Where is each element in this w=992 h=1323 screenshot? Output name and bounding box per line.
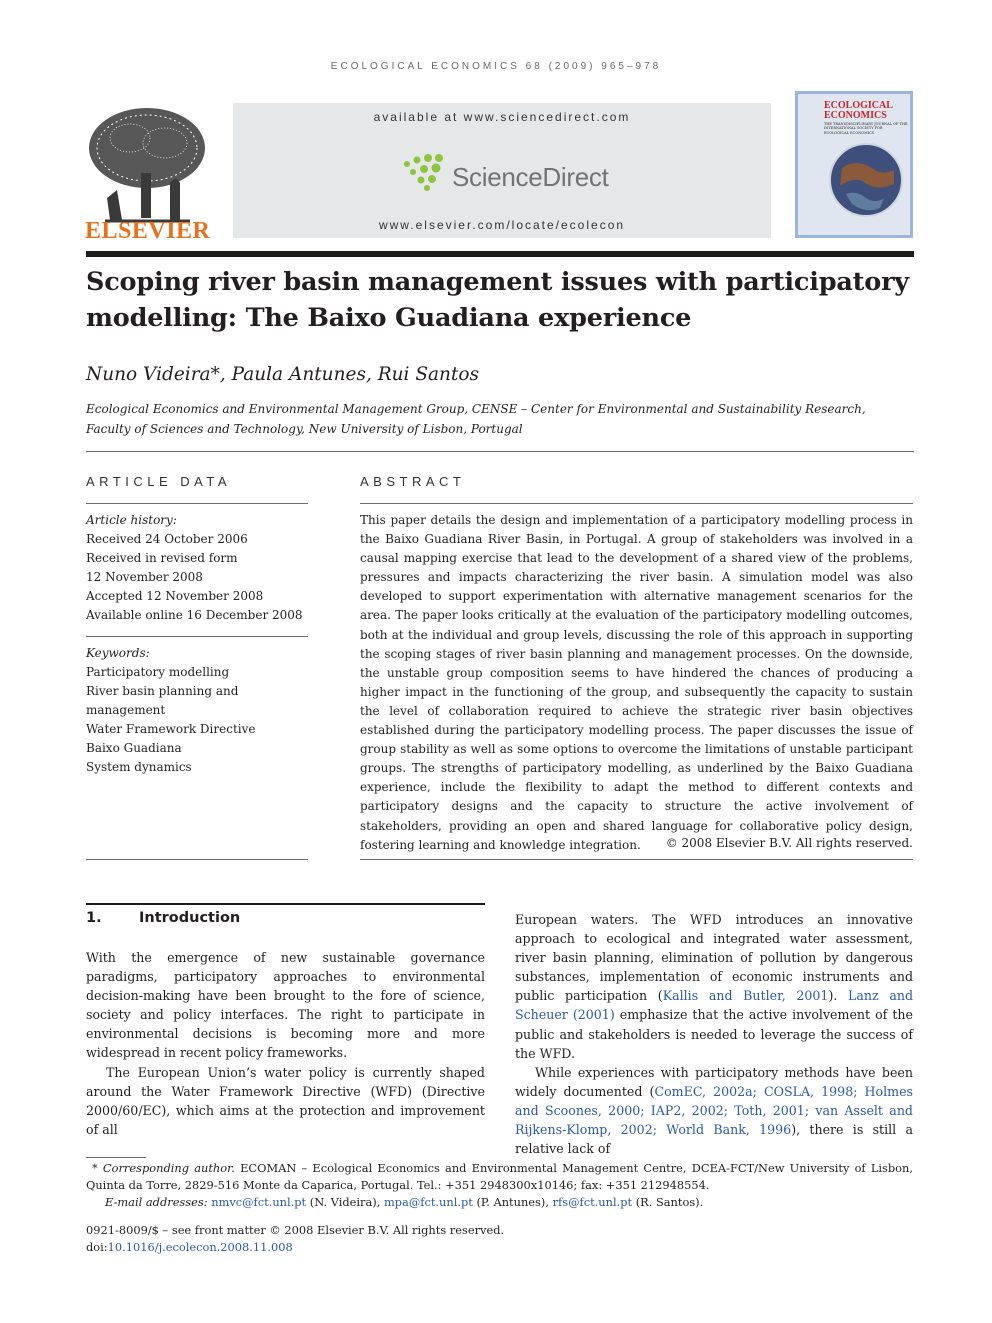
intro-left-column [86,948,485,1139]
divider [86,451,914,452]
cover-journal-title: ECOLOGICAL ECONOMICS [824,100,893,121]
issn-line: 0921-8009/$ – see front matter © 2008 Elsevier B.V. All rights reserved. [86,1223,505,1237]
paragraph: With the emergence of new sustainable governance paradigms, participatory approaches to environmental decision-making have been brought to the fore of science, society and policy interfaces. The right to participate in environmental decisions is becoming more and more widespread in recent policy frameworks. [86,950,485,1061]
elsevier-wordmark: ELSEVIER [85,218,211,244]
section-heading: Introduction [139,910,241,926]
intro-right-column [515,910,913,1158]
citation-link[interactable]: Lanz and Scheuer (2001) [515,988,914,1023]
abstract-heading: ABSTRACT [360,474,466,489]
citation-link[interactable]: Kallis and Butler, 2001 [662,988,829,1004]
divider [360,859,913,860]
header-rule [86,251,914,257]
paragraph: While experiences with participatory methods have been widely documented (ComEC, 2002a; COSLA, 1998; Holmes and Scoones, 2000; IAP2, 2002; Toth, 2001; van Asselt and Rijkens-Klomp, 2002; World Bank, 1996), there is still a relative lack of [515,1064,914,1157]
abstract-copyright: © 2008 Elsevier B.V. All rights reserved. [665,836,913,850]
citation-link[interactable]: ComEC, 2002a; COSLA, 1998; Holmes and Scoones, 2000; IAP2, 2002; Toth, 2001; van Asselt and Rijkens-Klomp, 2002; World Bank, 1996 [515,1083,913,1138]
email-link[interactable]: rfs@fct.unl.pt [552,1195,633,1209]
sciencedirect-dots-icon [399,152,451,192]
abstract-text: This paper details the design and implementation of a participatory modelling process in the Baixo Guadiana River Basin, in Portugal. A group of stakeholders was involved in a causal mapping exercise that lead to the development of a shared view of the problems, pressures and impacts characterizing the river basin. A simulation model was also developed to support experimentation with alternative management scenarios for the area. The paper looks critically at the evaluation of the participatory modelling outcomes, both at the individual and group levels, discussing the role of this approach in supporting the scoping stages of river basin planning and management processes. On the downside, the unstable group composition seems to have hindered the chances of producing a higher impact in the functioning of the group, and subsequently the capacity to sustain the level of collaboration required to achieve the strategic river basin objectives established during the participatory modelling process. The paper discusses the issue of group stability as well as some options to overcome the limitations of unstable participant groups. The strengths of participatory modelling, as underlined by the Baixo Guadiana experience, include the flexibility to adapt the method to different contexts and participatory designs and the capacity to structure the active involvement of stakeholders, providing an open and shared language for collaborative policy design, fostering learning and knowledge integration. [360,513,913,852]
sciencedirect-available-text[interactable]: available at www.sciencedirect.com [373,110,631,124]
corresponding-author-note: * Corresponding author. ECOMAN – Ecological Economics and Environmental Management Centre, DCEA-FCT/New University of Lisbon, Quinta da Torre, 2829-516 Monte da Caparica, Portugal. Tel.: +351 2948300x10146; fax: +351 212948554. [86,1161,913,1192]
doi-link[interactable]: 10.1016/j.ecolecon.2008.11.008 [107,1240,293,1254]
email-addresses: E-mail addresses: nmvc@fct.unl.pt (N. Videira), mpa@fct.unl.pt (P. Antunes), rfs@fct.unl.pt (R. Santos). [105,1195,704,1209]
affiliation: Ecological Economics and Environmental Management Group, CENSE – Center for Environmental and Sustainability Research, Faculty of Sciences and Technology, New University of Lisbon, Portugal [86,402,866,436]
divider [86,503,308,504]
divider [360,503,913,504]
journal-citation: ECOLOGICAL ECONOMICS 68 (2009) 965–978 [330,61,662,72]
divider [86,859,308,860]
article-history: Article history: Received 24 October 2006 Received in revised form 12 November 2008 Accepted 12 November 2008 Available online 16 December 2008 [86,513,303,622]
keywords: Keywords: Participatory modelling River basin planning and management Water Framework Directive Baixo Guadiana System dynamics [86,646,256,774]
sciencedirect-logo: ScienceDirect [452,162,609,192]
footnote-rule [86,1157,146,1158]
authors: Nuno Videira*, Paula Antunes, Rui Santos [86,364,480,385]
globe-icon [822,138,910,218]
section-rule [86,903,485,905]
email-link[interactable]: nmvc@fct.unl.pt [211,1195,307,1209]
article-title: Scoping river basin management issues with participatory modelling: The Baixo Guadiana experience [86,267,909,333]
paragraph: European waters. The WFD introduces an innovative approach to ecological and integrated water assessment, river basin planning, elimination of pollution by dangerous substances, implementation of economic instruments and public participation (Kallis and Butler, 2001). Lanz and Scheuer (2001) emphasize that the active involvement of the public and stakeholders is needed to leverage the success of the WFD. [515,912,914,1061]
cover-journal-subtitle: THE TRANSDISCIPLINARY JOURNAL OF THE INTERNATIONAL SOCIETY FOR ECOLOGICAL ECONOMICS [824,122,908,135]
journal-homepage-url[interactable]: www.elsevier.com/locate/ecolecon [378,218,626,232]
doi-line: doi:10.1016/j.ecolecon.2008.11.008 [86,1240,293,1254]
section-number: 1. [86,910,102,926]
paragraph: The European Union’s water policy is currently shaped around the Water Framework Directive (WFD) (Directive 2000/60/EC), which aims at the protection and improvement of all [86,1064,485,1137]
article-data-heading: ARTICLE DATA [86,474,232,489]
email-link[interactable]: mpa@fct.unl.pt [383,1195,473,1209]
divider [86,636,308,637]
